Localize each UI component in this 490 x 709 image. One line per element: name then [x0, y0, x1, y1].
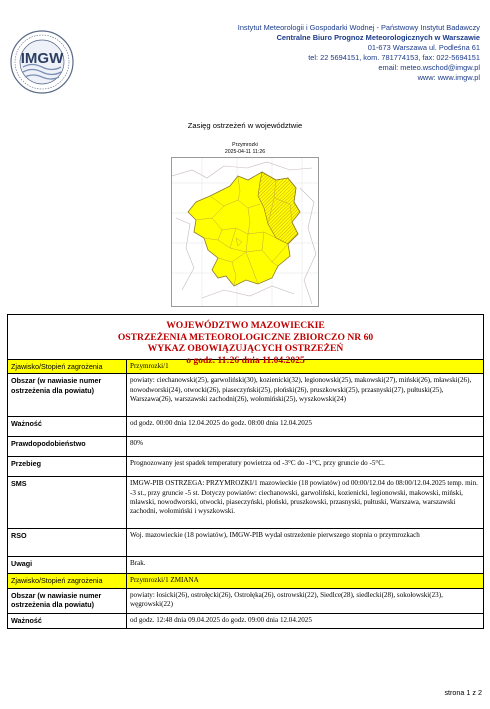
voivodeship-map: [172, 158, 318, 306]
row-value: Przymrozki/1 ZMIANA: [127, 574, 484, 588]
table-row: [8, 477, 484, 529]
table-row: [8, 588, 484, 613]
row-label: Zjawisko/Stopień zagrożenia: [8, 574, 127, 588]
row-value: powiaty: łosicki(26), ostrołęcki(26), Ostrołęka(26), ostrowski(22), Siedlce(28), siedlecki(28), sokołowski(23), węgrowski(22): [127, 588, 484, 613]
table-row: [8, 529, 484, 557]
institute-header: [150, 23, 480, 82]
row-label: Ważność: [8, 417, 127, 437]
row-value: Przymrozki/1: [127, 360, 484, 374]
bulletin-title-line: WYKAZ OBOWIĄZUJĄCYCH OSTRZEŻEŃ: [147, 343, 344, 355]
table-row: [8, 574, 484, 588]
row-label: SMS: [8, 477, 127, 529]
table-row: [8, 613, 484, 628]
row-value: IMGW-PIB OSTRZEGA: PRZYMROZKI/1 mazowieckie (18 powiatów) od 00:00/12.04 do 08:00/12.04.2025 temp. min. -3 st., przy gruncie -5 st. Dotyczy powiatów: ciechanowski, garwoliński, kozienicki, legionowski, makowski, miński, mławski, nowodworski, otwocki, piaseczyński, płoński, pruszkowski, przasnyski, pułtuski, Warszawa, warszawski zachodni, wołomiński i wyszkowski.: [127, 477, 484, 529]
table-row: [8, 374, 484, 417]
warning-bulletin: [7, 314, 484, 629]
imgw-logo: [9, 29, 75, 95]
table-row: [8, 437, 484, 457]
map-caption-title: Przymrozki: [232, 142, 258, 148]
bulletin-title-line: OSTRZEŻENIA METEOROLOGICZNE ZBIORCZO NR 60: [117, 331, 374, 343]
www-link[interactable]: www: www.imgw.pl: [417, 72, 480, 82]
row-label: Prawdopodobieństwo: [8, 437, 127, 457]
row-label: Ważność: [8, 613, 127, 628]
map-caption-time: 2025-04-11 11:26: [224, 148, 266, 155]
logo-text: IMGW: [20, 50, 64, 67]
email-link[interactable]: email: meteo.wschod@imgw.pl: [378, 62, 480, 72]
address-line: 01-673 Warszawa ul. Podleśna 61: [367, 42, 480, 52]
row-value: od godz. 00:00 dnia 12.04.2025 do godz. 08:00 dnia 12.04.2025: [127, 417, 484, 437]
page-number: strona 1 z 2: [444, 688, 482, 697]
map-heading: Zasięg ostrzeżeń w województwie: [187, 121, 303, 130]
row-label: Uwagi: [8, 557, 127, 574]
row-label: Przebieg: [8, 457, 127, 477]
row-label: Obszar (w nawiasie numer ostrzeżenia dla powiatu): [8, 374, 127, 417]
row-value: powiaty: ciechanowski(25), garwoliński(30), kozienicki(32), legionowski(25), makowski(27), miński(26), mławski(26), nowodworski(24), otwocki(26), piaseczyński(25), płoński(26), pruszkowski(25), przasnyski(27), pułtuski(25), Warszawa(26), warszawski zachodni(26), wołomiński(25), wyszkowski(24): [127, 374, 484, 417]
row-value: Woj. mazowieckie (18 powiatów), IMGW-PIB wydał ostrzeżenie pierwszego stopnia o przymrozkach: [127, 529, 484, 557]
institute-name: Instytut Meteorologii i Gospodarki Wodnej - Państwowy Instytut Badawczy: [237, 23, 480, 32]
phone-line: tel: 22 5694151, kom. 781774153, fax: 022-5694151: [308, 52, 480, 62]
row-value: Prognozowany jest spadek temperatury powietrza od -3°C do -1°C, przy gruncie do -5°C.: [127, 457, 484, 477]
bulletin-title-line: WOJEWÓDZTWO MAZOWIECKIE: [166, 320, 325, 331]
row-label: Zjawisko/Stopień zagrożenia: [8, 360, 127, 374]
row-label: RSO: [8, 529, 127, 557]
map-caption: [171, 142, 319, 155]
map-frame: [171, 157, 319, 307]
row-value: od godz. 12:48 dnia 09.04.2025 do godz. 09:00 dnia 12.04.2025: [127, 613, 484, 628]
table-row: [8, 557, 484, 574]
table-row: [8, 457, 484, 477]
row-value: 80%: [127, 437, 484, 457]
warnings-table: [7, 359, 484, 629]
warning-map: [171, 142, 319, 310]
bureau-name: Centralne Biuro Prognoz Meteorologicznych w Warszawie: [276, 32, 480, 42]
table-row: [8, 417, 484, 437]
row-label: Obszar (w nawiasie numer ostrzeżenia dla powiatu): [8, 588, 127, 613]
bulletin-title-line: o godz. 11:26 dnia 11.04.2025: [186, 354, 305, 366]
row-value: Brak.: [127, 557, 484, 574]
